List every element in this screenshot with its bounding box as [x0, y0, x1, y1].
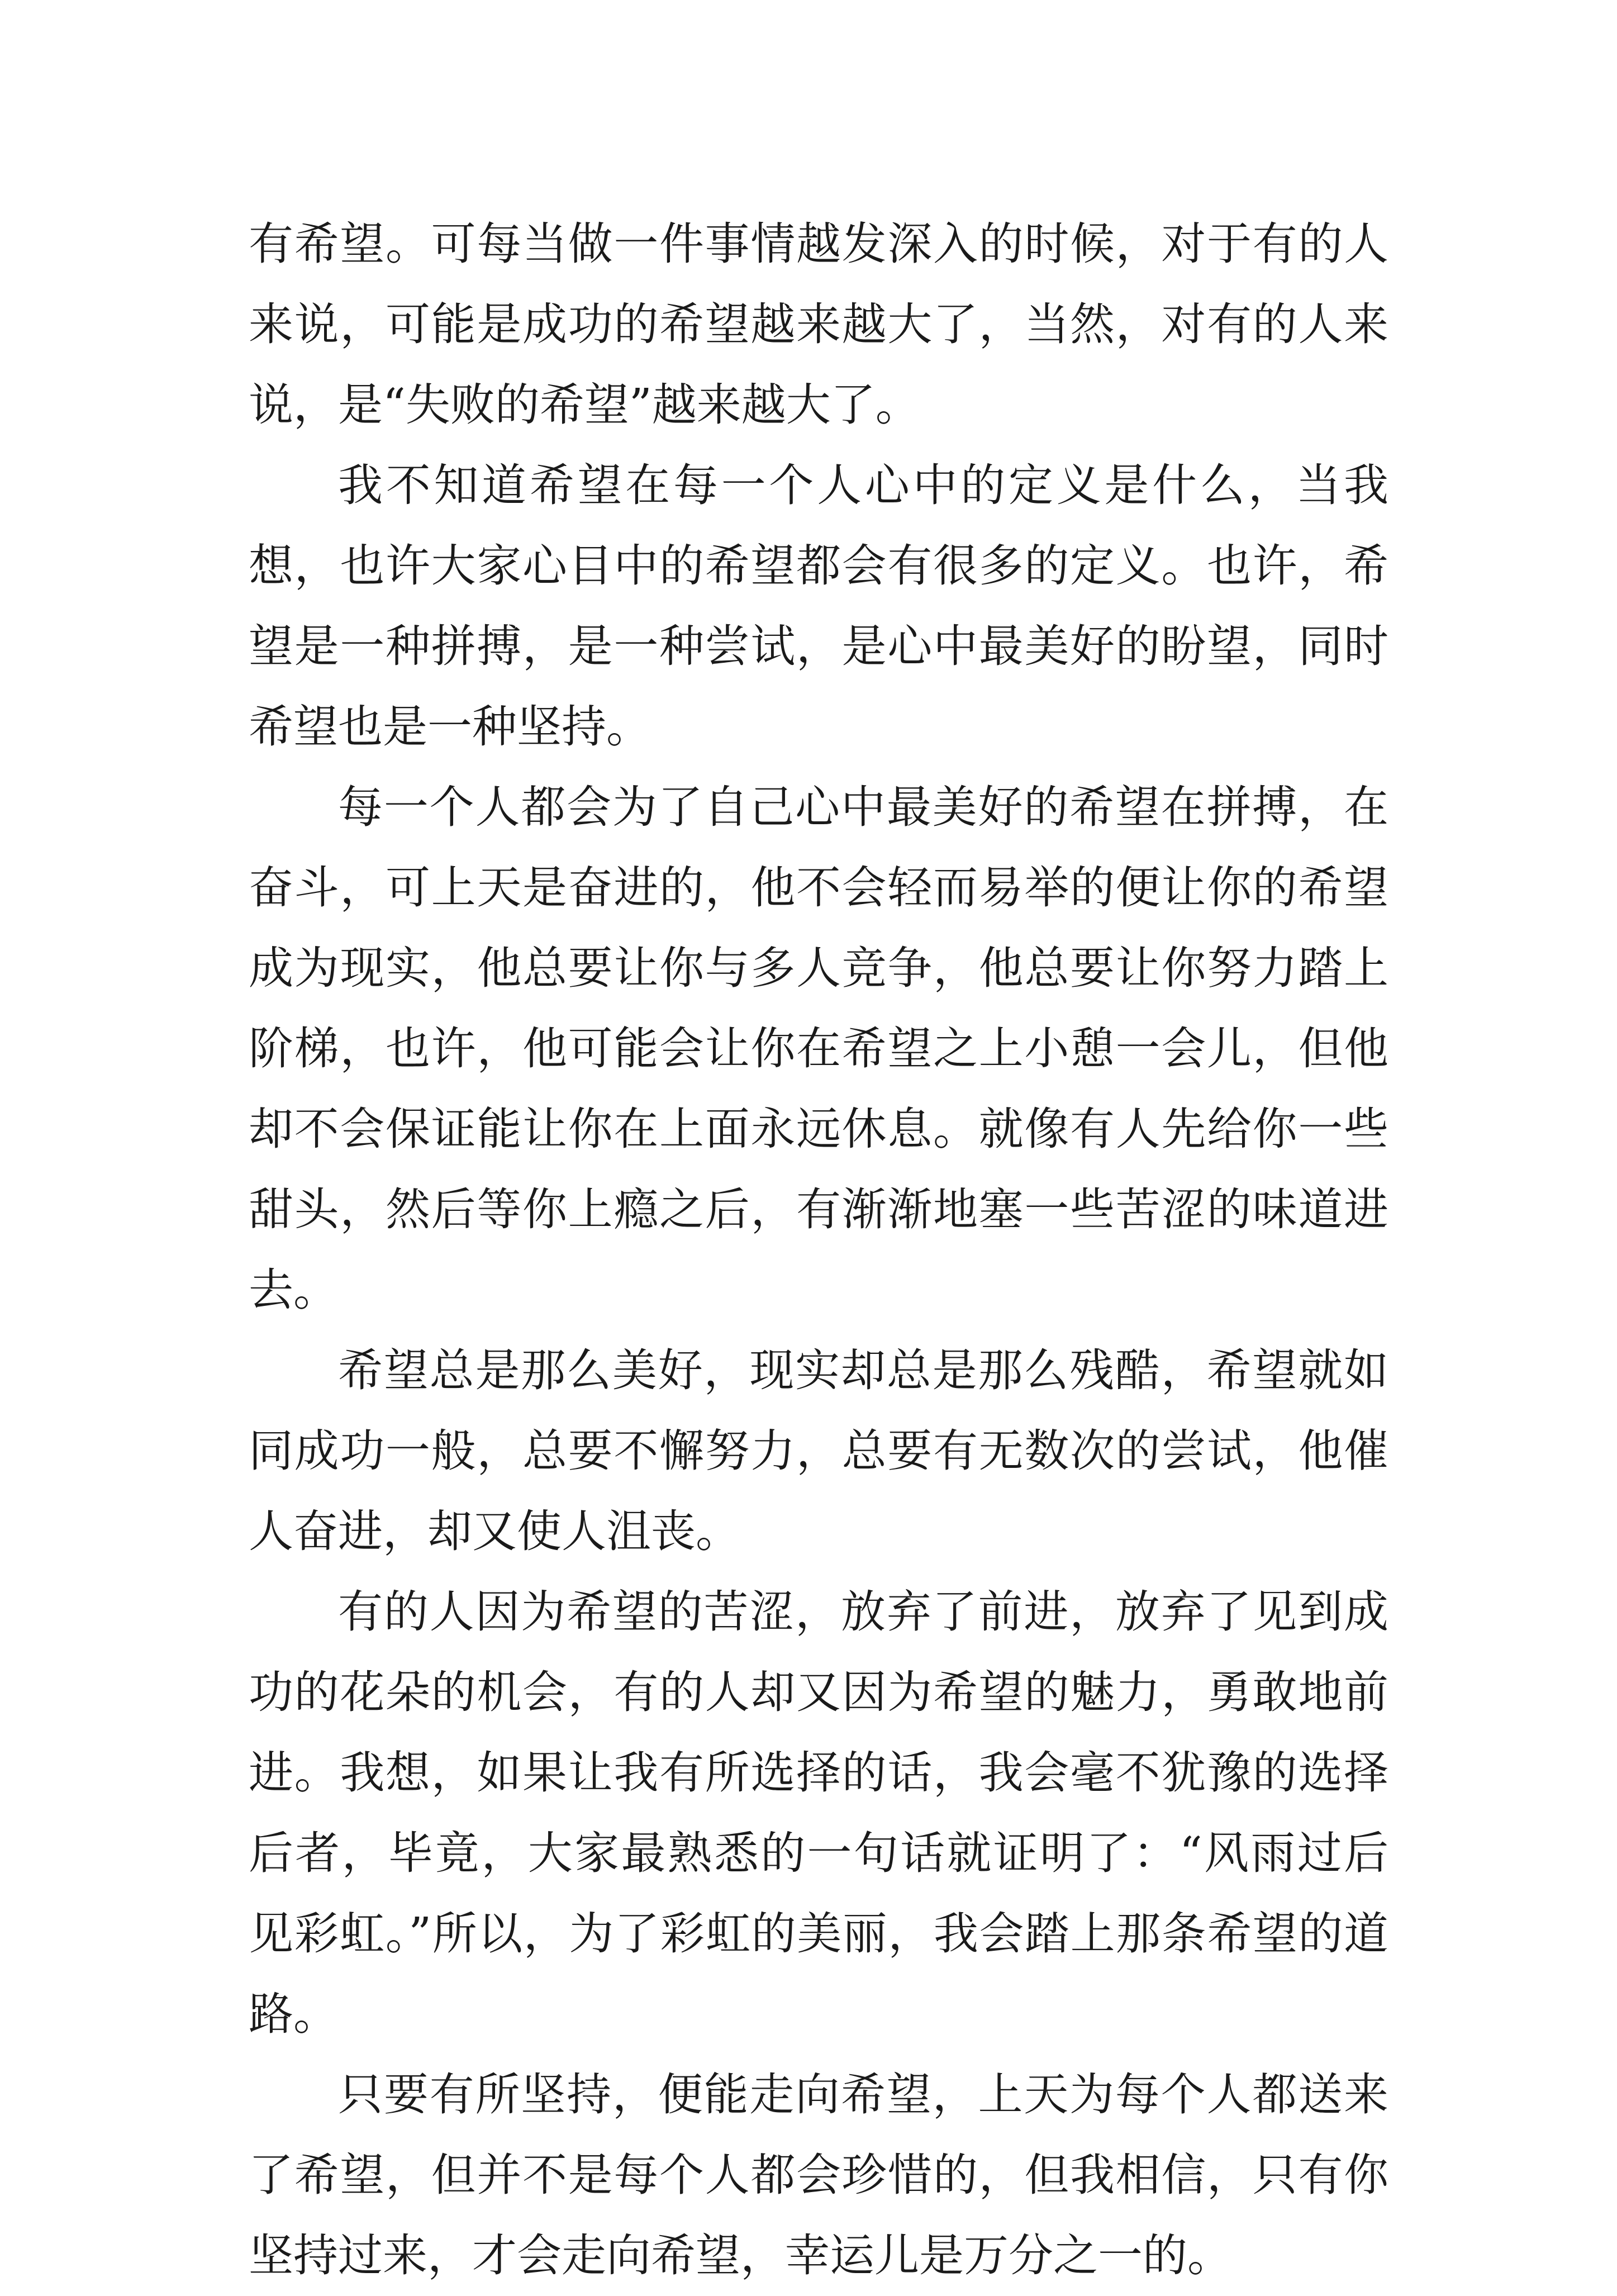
paragraph: 希望总是那么美好，现实却总是那么残酷，希望就如同成功一般，总要不懈努力，总要有无数次的尝试，他催人奋进，却又使人沮丧。: [249, 1344, 1388, 1557]
paragraph-continued: 有希望。可每当做一件事情越发深入的时候，对于有的人来说，可能是成功的希望越来越大了，当然，对有的人来说，是“失败的希望”越来越大了。: [249, 218, 1388, 431]
paragraph: 每一个人都会为了自己心中最美好的希望在拼搏，在奋斗，可上天是奋进的，他不会轻而易举的便让你的希望成为现实，他总要让你与多人竞争，他总要让你努力踏上阶梯，也许，他可能会让你在希望之上小憩一会儿，但他却不会保证能让你在上面永远休息。就像有人先给你一些甜头，然后等你上瘾之后，有渐渐地塞一些苦涩的味道进去。: [249, 781, 1388, 1316]
body-text: [249, 204, 1388, 2296]
paragraph: 只要有所坚持，便能走向希望，上天为每个人都送来了希望，但并不是每个人都会珍惜的，但我相信，只有你坚持过来，才会走向希望，幸运儿是万分之一的。: [249, 2069, 1388, 2281]
paragraph: 有的人因为希望的苦涩，放弃了前进，放弃了见到成功的花朵的机会，有的人却又因为希望的魅力，勇敢地前进。我想，如果让我有所选择的话，我会毫不犹豫的选择后者，毕竟，大家最熟悉的一句话就证明了：“风雨过后见彩虹。”所以，为了彩虹的美丽，我会踏上那条希望的道路。: [249, 1586, 1388, 2040]
paragraph: 我不知道希望在每一个人心中的定义是什么，当我想，也许大家心目中的希望都会有很多的定义。也许，希望是一种拼搏，是一种尝试，是心中最美好的盼望，同时希望也是一种坚持。: [249, 459, 1388, 753]
